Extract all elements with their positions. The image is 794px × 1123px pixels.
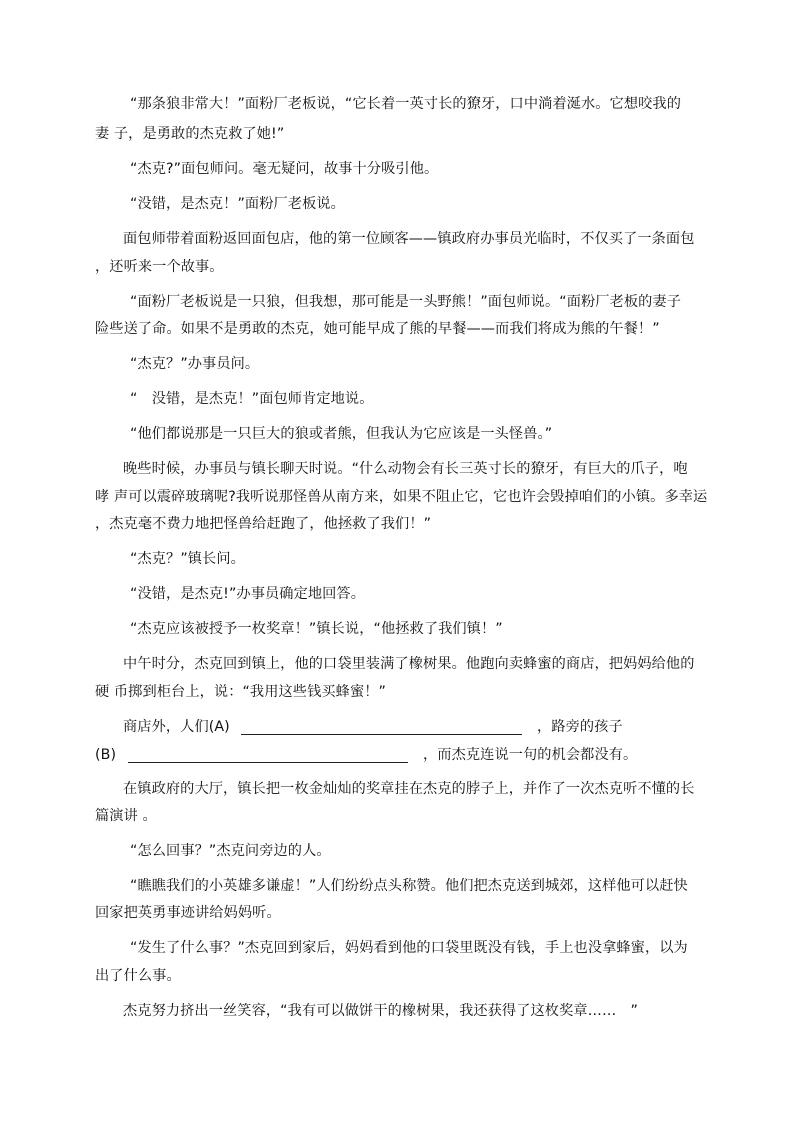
paragraph-line: “他们都说那是一只巨大的狼或者熊，但我认为它应该是一头怪兽。”	[130, 426, 553, 442]
paragraph-line: “瞧瞧我们的小英雄多谦虚！”人们纷纷点头称赞。他们把杰克送到城郊，这样他可以赶快	[130, 878, 688, 894]
paragraph-line: 杰克努力挤出一丝笑容，“我有可以做饼干的橡树果，我还获得了这枚奖章…… ”	[123, 1003, 638, 1019]
paragraph-line: 晚些时候，办事员与镇长聊天时说。“什么动物会有长三英寸长的獠牙，有巨大的爪子，咆	[123, 461, 688, 477]
paragraph-line: “杰克?”面包师问。毫无疑问，故事十分吸引他。	[130, 161, 439, 177]
fill-in-suffix-b: ，而杰克连说一句的机会都没有。	[423, 747, 638, 763]
paragraph-line: ，杰克毫不费力地把怪兽给赶跑了，他拯救了我们！”	[95, 516, 432, 532]
paragraph-line: 硬 币掷到柜台上，说：“我用这些钱买蜂蜜！”	[95, 684, 386, 700]
fill-in-prefix-b: (B)	[95, 747, 117, 763]
paragraph-line: 面包师带着面粉返回面包店，他的第一位顾客——镇政府办事员光临时，不仅买了一条面包	[123, 231, 695, 247]
paragraph-line: “杰克应该被授予一枚奖章！”镇长说，“他拯救了我们镇！”	[130, 621, 503, 637]
paragraph-line: “没错，是杰克！”面粉厂老板说。	[130, 196, 345, 212]
paragraph-line: “杰克？”办事员问。	[130, 356, 260, 372]
paragraph-line: 妻 子，是勇敢的杰克救了她!”	[95, 126, 285, 142]
paragraph-line: “那条狼非常大！”面粉厂老板说，“它长着一英寸长的獠牙，口中淌着涎水。它想咬我的	[130, 96, 681, 112]
paragraph-line: “杰克？”镇长问。	[130, 551, 245, 567]
paragraph-line: 出了什么事。	[95, 968, 181, 984]
paragraph-line: “ 没错，是杰克！”面包师肯定地说。	[130, 391, 374, 407]
answer-blank-a[interactable]	[241, 734, 522, 735]
paragraph-line: ，还听来一个故事。	[95, 259, 224, 275]
paragraph-line: 在镇政府的大厅，镇长把一枚金灿灿的奖章挂在杰克的脖子上，并作了一次杰克听不懂的长	[123, 781, 695, 797]
paragraph-line: 回家把英勇事迹讲给妈妈听。	[95, 905, 281, 921]
answer-blank-b[interactable]	[128, 762, 408, 763]
paragraph-line: “发生了什么事？”杰克回到家后，妈妈看到他的口袋里既没有钱，手上也没拿蜂蜜，以为	[130, 940, 688, 956]
paragraph-line: “没错，是杰克!”办事员确定地回答。	[130, 586, 366, 602]
paragraph-line: “面粉厂老板说是一只狼，但我想，那可能是一头野熊！”面包师说。“面粉厂老板的妻子	[130, 294, 681, 310]
paragraph-line: 险些送了命。如果不是勇敢的杰克，她可能早成了熊的早餐——而我们将成为熊的午餐！”	[95, 321, 660, 337]
paragraph-line: “怎么回事？”杰克问旁边的人。	[130, 843, 331, 859]
paragraph-line: 中午时分，杰克回到镇上，他的口袋里装满了橡树果。他跑向卖蜂蜜的商店，把妈妈给他的	[123, 656, 695, 672]
paragraph-line: 篇演讲 。	[95, 808, 157, 824]
fill-in-suffix-a: ，路旁的孩子	[537, 719, 623, 735]
fill-in-prefix-a: 商店外，人们(A)	[123, 719, 230, 735]
paragraph-line: 哮 声可以震碎玻璃呢?我听说那怪兽从南方来，如果不阻止它，它也许会毁掉咱们的小镇。多幸运	[95, 489, 708, 505]
